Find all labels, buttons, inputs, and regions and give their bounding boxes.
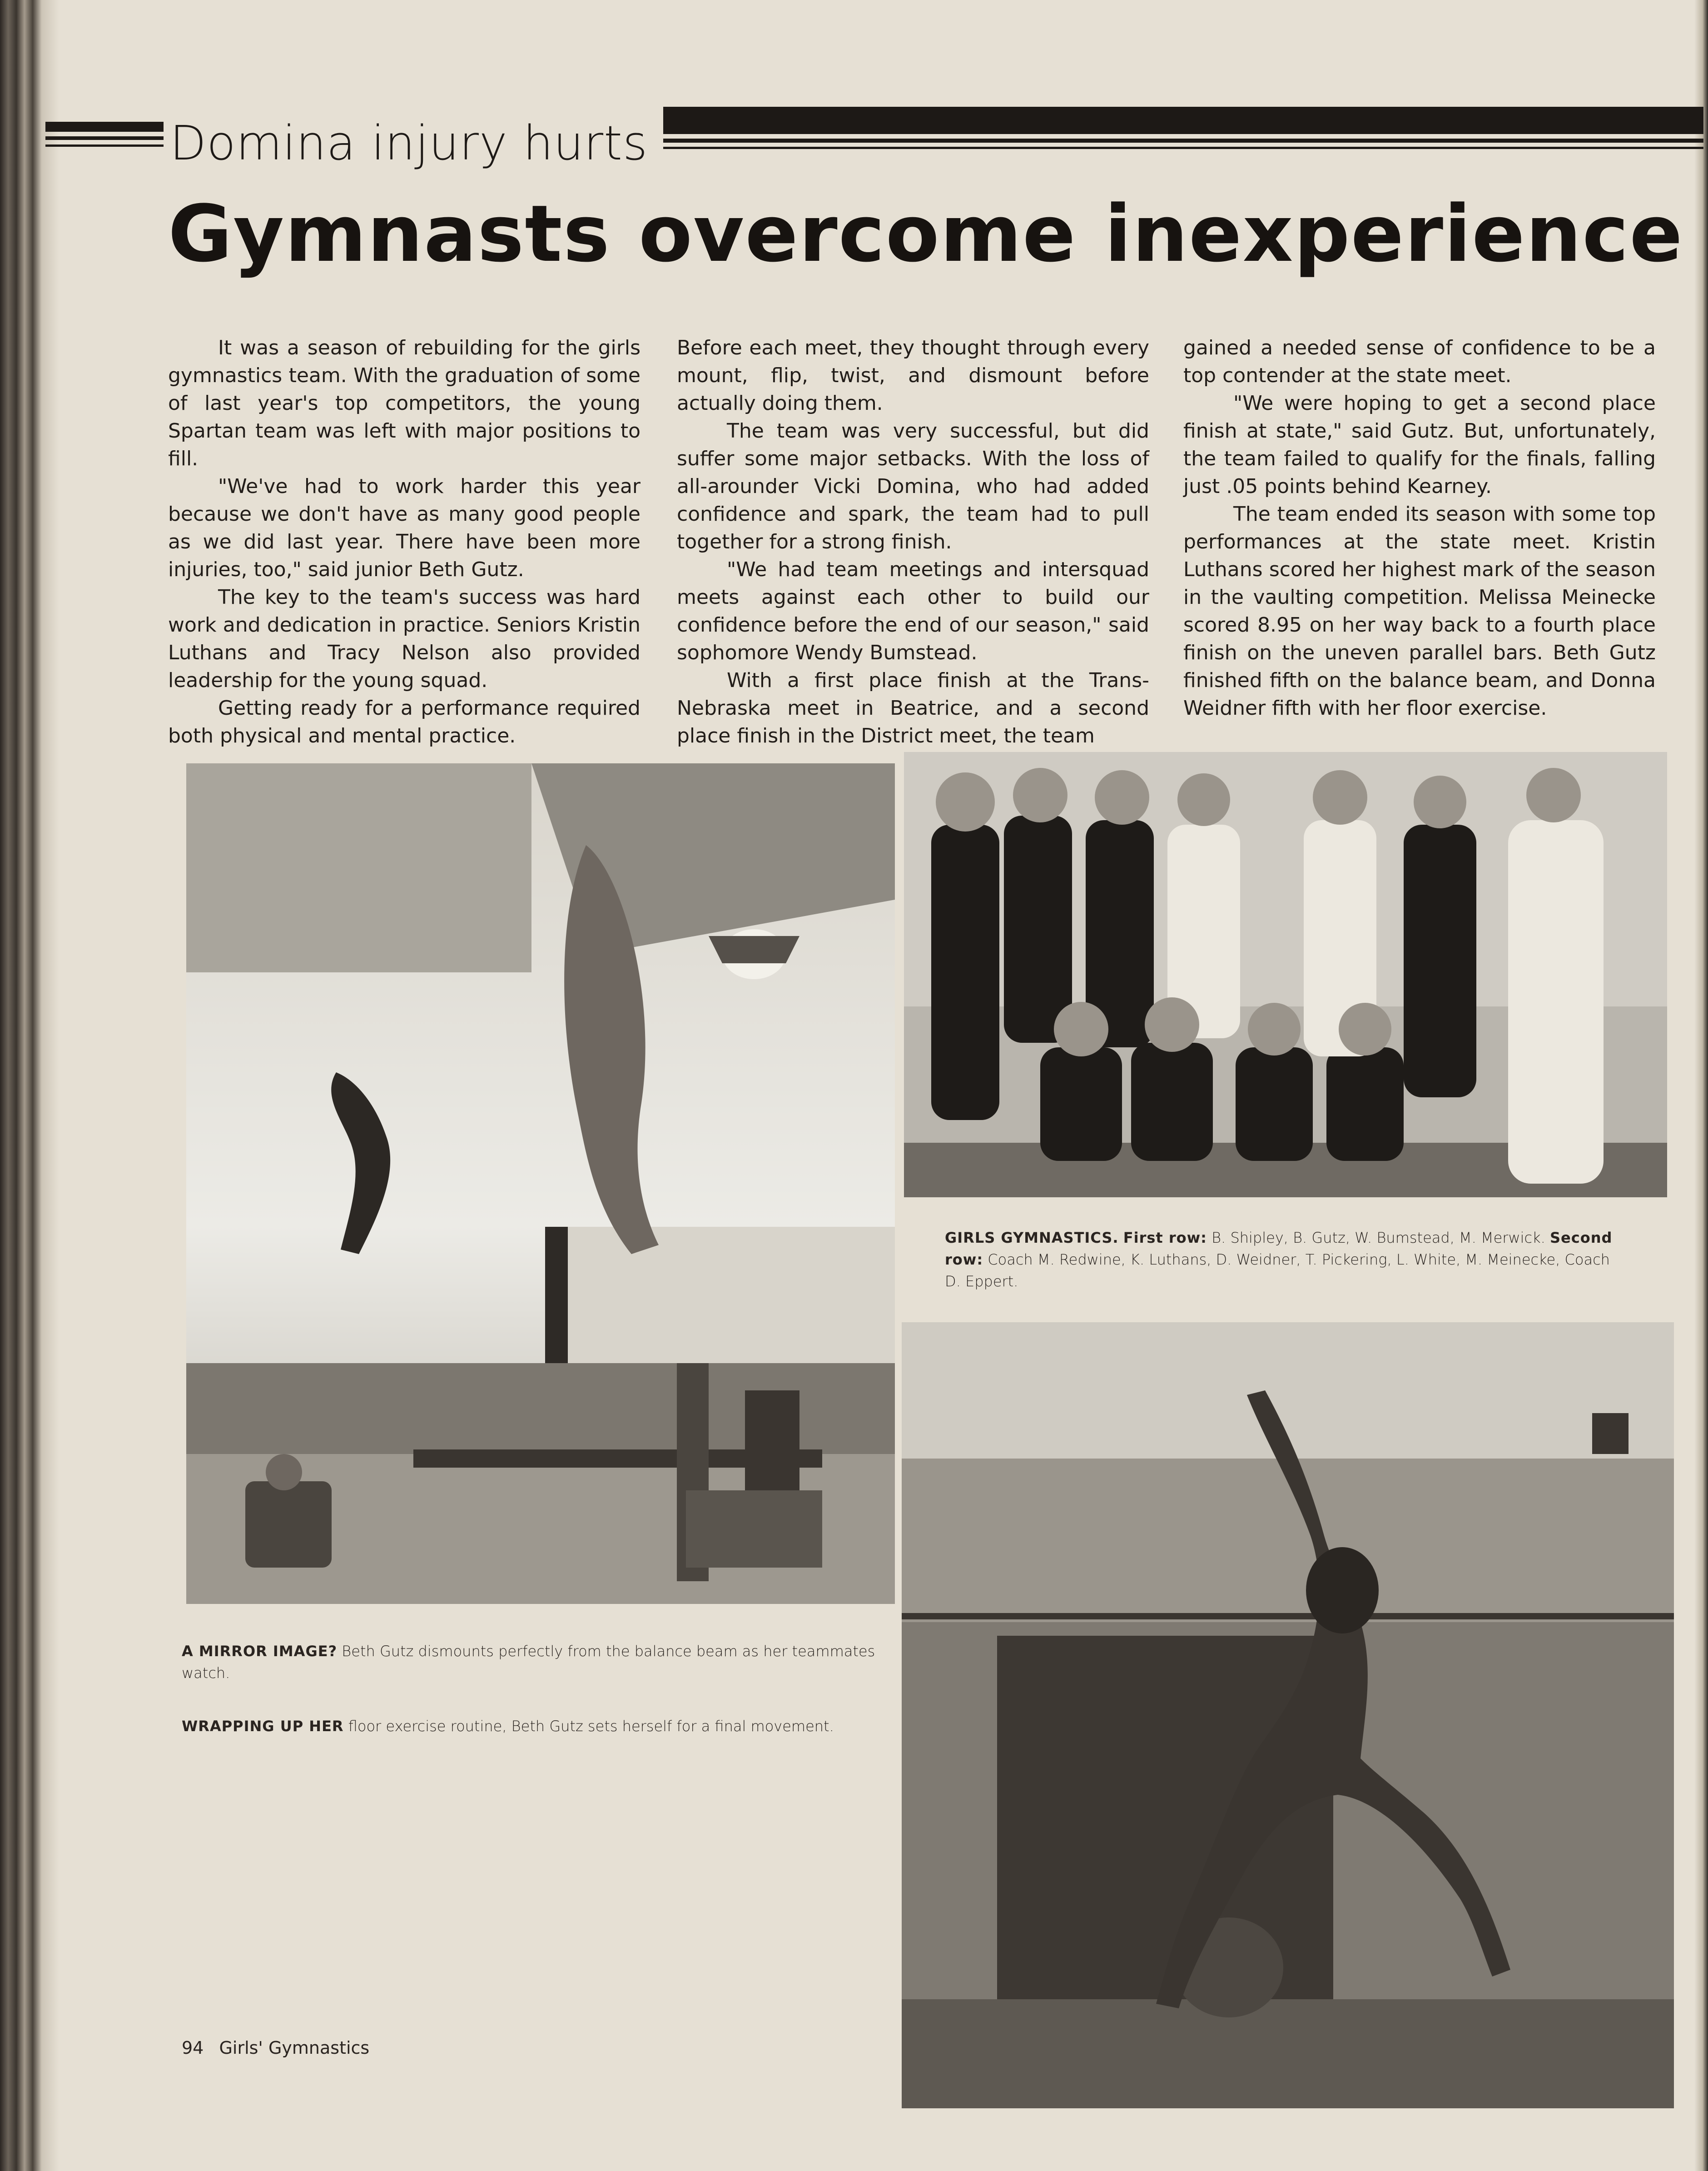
header-rule-left-thick: [45, 122, 173, 132]
caption-text: floor exercise routine, Beth Gutz sets herself for a final movement.: [348, 1718, 834, 1735]
paragraph: The key to the team's success was hard work and dedication in practice. Seniors Kristin Luthans and Tracy Nelson also provided leadership for the young squad.: [168, 586, 640, 692]
paragraph: The team ended its season with some top performances at the state meet. Kristin Luthans scored her highest mark of the season in the vaulting competition. Melissa Meinecke scored 8.95 on her way back to a fourth place finish on the uneven parallel bars. Beth Gutz finished fifth on the balance beam, and Donna Weidner fifth with her floor exercise.: [1183, 503, 1656, 720]
paragraph: The team was very successful, but did suffer some major setbacks. With the loss of all-arounder Vicki Domina, who had added confidence and spark, the team had to pull together for a strong finish.: [677, 419, 1149, 553]
article-column-2: [677, 334, 1149, 750]
kicker-headline: Domina injury hurts: [164, 116, 654, 170]
page-right-edge: [1694, 0, 1708, 2171]
page-number: 94: [182, 2038, 204, 2058]
section-name: Girls' Gymnastics: [219, 2038, 370, 2058]
caption-names: Coach M. Redwine, K. Luthans, D. Weidner, T. Pickering, L. White, M. Meinecke, Coach D. Eppert.: [945, 1251, 1610, 1290]
caption-lead: WRAPPING UP HER: [182, 1718, 344, 1735]
caption-text: Beth Gutz dismounts perfectly from the balance beam as her teammates watch.: [182, 1643, 875, 1682]
book-binding-edge: [0, 0, 59, 2171]
header-rule-left-thin: [45, 136, 173, 140]
caption-names: B. Shipley, B. Gutz, W. Bumstead, M. Merwick.: [1211, 1229, 1545, 1246]
article-column-3: [1183, 334, 1656, 722]
paragraph: It was a season of rebuilding for the girls gymnastics team. With the graduation of some of last year's top competitors, the young Spartan team was left with major positions to fill.: [168, 336, 640, 470]
article-column-1: [168, 334, 640, 750]
paragraph: "We've had to work harder this year because we don't have as many good people as we did last year. There have been more injuries, too," said junior Beth Gutz.: [168, 475, 640, 581]
main-headline: Gymnasts overcome inexperience: [168, 188, 1683, 279]
header-rule-right-thin2: [663, 147, 1703, 149]
paragraph: With a first place finish at the Trans-Nebraska meet in Beatrice, and a second place finish in the District meet, the team: [677, 669, 1149, 747]
caption-lead: A MIRROR IMAGE?: [182, 1643, 338, 1660]
team-photo-caption: [945, 1227, 1626, 1292]
caption-lead: GIRLS GYMNASTICS.: [945, 1229, 1119, 1246]
paragraph: Before each meet, they thought through every mount, flip, twist, and dismount before actually doing them.: [677, 336, 1149, 415]
balance-beam-photo: [186, 763, 895, 1604]
wrapping-up-caption: [182, 1715, 890, 1737]
header-rule-right-thick: [663, 107, 1703, 134]
floor-exercise-photo: [902, 1322, 1674, 2108]
mirror-image-caption: [182, 1640, 890, 1684]
paragraph: "We had team meetings and intersquad meets against each other to build our confidence before the end of our season," said sophomore Wendy Bumstead.: [677, 558, 1149, 664]
paragraph: "We were hoping to get a second place finish at state," said Gutz. But, unfortunately, the team failed to qualify for the finals, falling just .05 points behind Kearney.: [1183, 392, 1656, 498]
caption-row-label: Second row:: [945, 1229, 1613, 1268]
paragraph: gained a needed sense of confidence to be a top contender at the state meet.: [1183, 336, 1656, 387]
caption-row-label: First row:: [1123, 1229, 1207, 1246]
page-footer: [182, 2038, 379, 2058]
paragraph: Getting ready for a performance required both physical and mental practice.: [168, 697, 640, 747]
team-photo: [904, 752, 1667, 1197]
header-rule-left-thin2: [45, 144, 173, 147]
header-rule-right-thin: [663, 139, 1703, 143]
